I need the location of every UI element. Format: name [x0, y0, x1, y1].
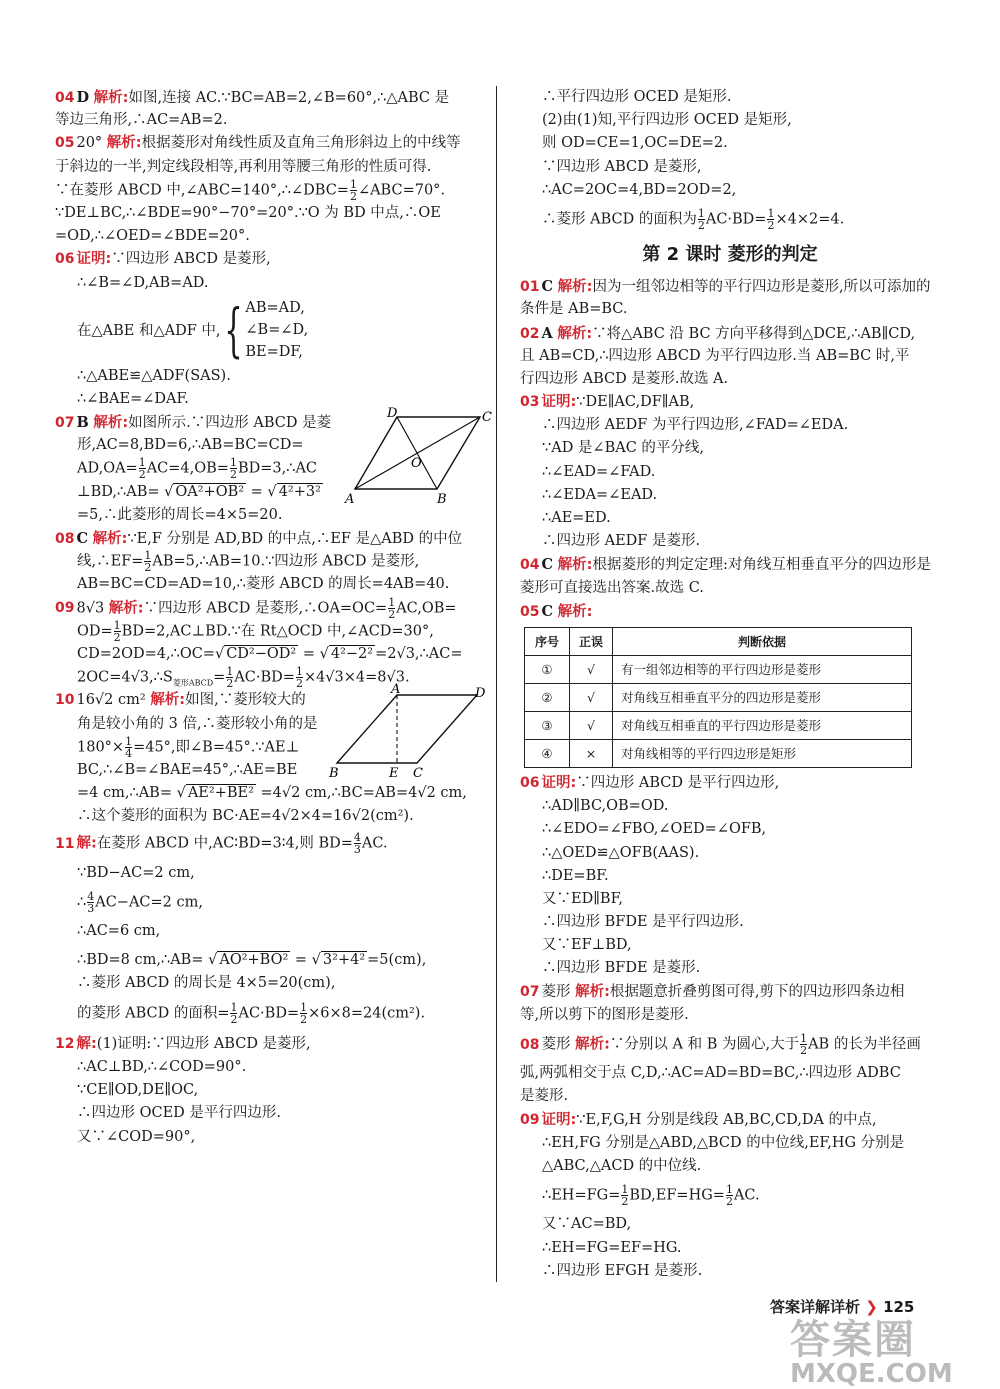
- text-line: ×6×8=24(cm²).: [308, 1005, 426, 1022]
- question-number: 08: [55, 531, 75, 547]
- text-line: BD=2,AC⊥BD.∵在 Rt△OCD 中,∠ACD=30°,: [121, 623, 434, 640]
- text-line: 于斜边的一半,判定线段相等,再利用等腰三角形的性质可得.: [55, 158, 432, 175]
- text-line: ∴四边形 BFDE 是菱形.: [542, 960, 701, 977]
- answer-r07: [520, 981, 940, 1027]
- analysis-label: 解析:: [106, 135, 142, 152]
- answer-04: [55, 86, 487, 132]
- text-line: =5(cm),: [367, 952, 427, 969]
- label-a: A: [345, 492, 355, 508]
- diagonal-bd: [397, 417, 437, 489]
- question-number: 06: [520, 774, 540, 791]
- answer-value: 20°: [76, 135, 103, 152]
- text-line: ∵四边形 ABCD 是菱形,: [542, 158, 702, 175]
- text-line: 根据菱形的判定定理:对角线互相垂直平分的四边形是: [592, 557, 931, 574]
- fraction: $\frac{1}{2}$: [113, 618, 121, 644]
- text-line: =4 cm,∴AB=: [77, 785, 172, 802]
- text-line: AD,OA=: [77, 460, 138, 477]
- fraction: $\frac{1}{2}$: [621, 1183, 629, 1209]
- table-cell: √: [570, 683, 613, 711]
- text-line: 的菱形 ABCD 的面积=: [77, 1005, 230, 1022]
- analysis-label: 解析:: [93, 415, 129, 432]
- system-line: BE=DF,: [245, 343, 303, 360]
- text-line: 是菱形.: [520, 1088, 569, 1105]
- answer-r05: [520, 600, 940, 768]
- question-number: 10: [55, 692, 75, 709]
- text-line: ∴BD=8 cm,∴AB=: [77, 952, 204, 969]
- text-line: ∵DE⊥BC,∴∠BDE=90°−70°=20°.∵O 为 BD 中点,∴OE: [55, 204, 441, 221]
- answer-r01: [520, 275, 940, 321]
- question-number: 09: [55, 600, 75, 617]
- sqrt-expr: 3²+4²: [322, 952, 366, 969]
- equation-system: [55, 295, 487, 365]
- text-line: 条件是 AB=BC.: [520, 301, 628, 318]
- text-line: 且 AB=CD,∴四边形 ABCD 为平行四边形.当 AB=BC 时,平: [520, 347, 910, 364]
- question-number: 07: [55, 415, 75, 432]
- rhombus-diagram-abcd: [345, 406, 492, 508]
- text-line: ⊥BD,∴AB=: [77, 483, 160, 500]
- sqrt-expr: CD²−OD²: [226, 645, 297, 662]
- fraction: $\frac{1}{2}$: [295, 665, 303, 691]
- text-line: ∠ABC=70°.: [357, 182, 446, 199]
- text-line: =OD,∴∠OED=∠BDE=20°.: [55, 228, 250, 245]
- answer-10: 10 16√2 cm² 解析:如图,∵菱形较大的 角是较小角的 3 倍,∴菱形较小角的是 180°× $\frac{1}{4}$ =45°,即∠B=45°.∵AE⊥ BC,∴∠B=∠BAE=45°,∴AE=BE =4 cm,∴AB= √ AE²+BE² =4√2 cm,∴BC=AB=4√2 cm, ∴这个菱形的面积为 BC·AE=4√2×4=16√2(cm²). B A D E C: [55, 689, 487, 828]
- question-number: 12: [55, 1035, 75, 1052]
- analysis-label: 解析:: [92, 531, 128, 547]
- label-o: O: [411, 456, 422, 472]
- answer-12-continued: [520, 86, 940, 231]
- table-row: [525, 655, 912, 683]
- answer-09: 09 8√3 解析:∵四边形 ABCD 是菱形,∴OA=OC= $\frac{1}{2}$ AC,OB= OD= $\frac{1}{2}$ BD=2,AC⊥BD.∵在 Rt△OCD 中,∠ACD=30°, CD=2OD=4,∴OC=√ CD²−OD² = √ 4²−2² =2√3,∴AC= $2OC=4√3,\therefore S_{菱形ABCD}=$ $\frac{1}{2}$ AC·BD= $\frac{1}{2}$ ×4√3×4=8√3.: [55, 595, 463, 691]
- answer-08: [55, 527, 487, 597]
- answer-value: 8√3: [76, 600, 105, 617]
- text-line: ∴四边形 EFGH 是菱形.: [542, 1262, 703, 1279]
- answer-choice: D: [76, 89, 90, 106]
- text-line: ∴四边形 AEDF 为平行四边形,∠FAD=∠EDA.: [542, 417, 849, 434]
- text-line: AC=4,OB=: [146, 460, 229, 477]
- analysis-label: 解析:: [557, 279, 593, 296]
- table-cell: 有一组邻边相等的平行四边形是菱形: [613, 655, 912, 683]
- text-line: ∴平行四边形 OCED 是矩形.: [542, 89, 732, 105]
- text-line: AB=5,∴AB=10.∵四边形 ABCD 是菱形,: [152, 553, 420, 570]
- answer-r03: [520, 391, 940, 553]
- text-line: =2√3,∴AC=: [375, 645, 463, 662]
- question-number: 04: [55, 90, 75, 106]
- text-line: =4√2 cm,∴BC=AB=4√2 cm,: [260, 785, 467, 802]
- answer-value: 菱形: [541, 983, 571, 1000]
- text-line: ×4√3×4=8√3.: [303, 669, 410, 686]
- text-line: 行四边形 ABCD 是菱形.故选 A.: [520, 370, 729, 387]
- table-cell: ②: [525, 683, 570, 711]
- fraction: $\frac{1}{4}$: [125, 734, 133, 760]
- text-line: 如图所示.∵四边形 ABCD 是菱: [128, 415, 332, 432]
- label-b: B: [437, 492, 447, 508]
- text-line: AB 的长为半径画: [808, 1036, 921, 1053]
- fraction: $\frac{1}{2}$: [138, 456, 146, 482]
- fraction: $\frac{1}{2}$: [229, 456, 237, 482]
- text-line: ∵AD 是∠BAC 的平分线,: [542, 440, 705, 457]
- analysis-label: 解析:: [93, 90, 129, 106]
- text-line: =: [213, 669, 226, 686]
- analysis-label: 解析:: [108, 600, 144, 617]
- section-title: 第 2 课时 菱形的判定: [642, 244, 818, 266]
- text-line: ∵四边形 ABCD 是菱形,: [111, 251, 271, 268]
- label-e: E: [389, 766, 399, 782]
- text-line: 等边三角形,∴AC=AB=2.: [55, 112, 228, 129]
- answer-11: 11 解:在菱形 ABCD 中,AC∶BD=3∶4,则 BD= $\frac{4}{3}$ AC. ∵BD−AC=2 cm, ∴ $\frac{4}{3}$ AC−AC=2 cm, ∴AC=6 cm, ∴BD=8 cm,∴AB= √ AO²+BO² = √ 3²+4² =5(cm), ∴菱形 ABCD 的周长是 4×5=20(cm), 的菱形 ABCD 的面积= $\frac{1}{2}$ AC·BD= $\frac{1}{2}$ ×6×8=24(cm²).: [55, 832, 487, 1024]
- table-header-row: [525, 627, 912, 655]
- answer-r08: [520, 1033, 940, 1109]
- text-line: ∴AC=2OC=4,BD=2OD=2,: [542, 181, 737, 198]
- text-line: ∴AC=6 cm,: [77, 923, 161, 939]
- analysis-label: 解析:: [575, 983, 610, 1000]
- text-line: ∴这个菱形的面积为 BC·AE=4√2×4=16√2(cm²).: [77, 808, 414, 825]
- text-line: 因为一组邻边相等的平行四边形是菱形,所以可添加的: [592, 279, 931, 296]
- text-line: ∵在菱形 ABCD 中,∠ABC=140°,∴∠DBC=: [55, 182, 349, 199]
- text-line: ×4×2=4.: [775, 211, 845, 228]
- text-line: ∴四边形 BFDE 是平行四边形.: [542, 914, 744, 931]
- text-line: △ABC,△ACD 的中位线.: [542, 1157, 702, 1174]
- text-line: 等,所以剪下的图形是菱形.: [520, 1006, 689, 1023]
- sqrt-expr: OA²+OB²: [175, 483, 245, 500]
- label-c: C: [482, 410, 492, 426]
- left-column: [55, 86, 492, 1149]
- question-number: 11: [55, 835, 75, 852]
- table-cell: 对角线相等的平行四边形是矩形: [613, 739, 912, 767]
- question-number: 06: [55, 251, 75, 268]
- text-line: ∴∠EDO=∠FBO,∠OED=∠OFB,: [542, 821, 767, 838]
- column-header: 判断依据: [613, 627, 912, 655]
- answer-choice: A: [541, 324, 553, 342]
- fraction: $\frac{1}{2}$: [725, 1183, 733, 1209]
- fraction: $\frac{1}{2}$: [767, 206, 775, 232]
- text-line: ∴△OED≌△OFB(AAS).: [542, 844, 700, 861]
- watermark: [790, 1308, 953, 1389]
- text-line: 线,∴EF=: [77, 553, 144, 570]
- text-line: 如图,∵菱形较大的: [185, 692, 306, 709]
- question-number: 04: [520, 557, 540, 574]
- text-line: 根据菱形对角线性质及直角三角形斜边上的中线等: [141, 135, 461, 152]
- text-line: ∵BD−AC=2 cm,: [77, 864, 195, 881]
- text-line: BD,EF=HG=: [629, 1187, 725, 1204]
- table-cell: ×: [570, 739, 613, 767]
- text-line: ∵CE∥OD,DE∥OC,: [77, 1082, 199, 1099]
- label-d: D: [387, 406, 398, 422]
- answer-value: 16√2 cm²: [76, 692, 146, 709]
- analysis-label: 解析:: [557, 557, 593, 574]
- proof-label: 证明:: [541, 774, 577, 791]
- answer-r06: [520, 772, 940, 981]
- column-header: 序号: [525, 627, 570, 655]
- fraction: $\frac{4}{3}$: [87, 889, 95, 915]
- fraction: $\frac{1}{2}$: [144, 549, 152, 575]
- label-a: A: [391, 682, 401, 698]
- text-line: AB=BC=CD=AD=10,∴菱形 ABCD 的周长=4AB=40.: [77, 576, 450, 593]
- text-line: AC−AC=2 cm,: [95, 894, 203, 911]
- text-line: 又∵AC=BD,: [542, 1216, 632, 1233]
- question-number: 01: [520, 279, 540, 296]
- text-line: 又∵EF⊥BD,: [542, 937, 632, 954]
- text-line: ∴菱形 ABCD 的周长是 4×5=20(cm),: [77, 975, 336, 992]
- fraction: $\frac{1}{2}$: [697, 206, 705, 232]
- answer-choice: C: [541, 278, 554, 296]
- text-line: ∴AC⊥BD,∴∠COD=90°.: [77, 1058, 247, 1075]
- answer-choice: C: [541, 556, 554, 574]
- question-number: 05: [55, 135, 75, 152]
- text-line: ∴DE=BF.: [542, 867, 609, 884]
- text-line: (2)由(1)知,平行四边形 OCED 是矩形,: [542, 112, 792, 129]
- fraction: $\frac{4}{3}$: [353, 831, 361, 857]
- answer-choice: C: [76, 530, 89, 547]
- table-cell: √: [570, 711, 613, 739]
- fraction: $\frac{1}{2}$: [300, 1000, 308, 1026]
- label-d: D: [475, 686, 486, 702]
- rhombus-outline: [337, 695, 477, 763]
- analysis-label: 解析:: [150, 692, 186, 709]
- answer-choice: B: [76, 414, 89, 432]
- subscript: 菱形ABCD: [172, 678, 214, 688]
- text-line: OD=: [77, 623, 113, 640]
- text-line: =5,∴此菱形的周长=4×5=20.: [77, 506, 283, 523]
- proof-label: 证明:: [76, 251, 112, 268]
- text-line: ∵DE∥AC,DF∥AB,: [576, 394, 695, 411]
- arrow-icon: ❯: [865, 1298, 878, 1316]
- text-line: =: [302, 645, 315, 662]
- answer-05: [55, 132, 487, 248]
- system-line: AB=AD,: [245, 299, 305, 316]
- question-number: 07: [520, 983, 540, 1000]
- table-row: [525, 739, 912, 767]
- text-line: AC.: [733, 1187, 760, 1204]
- text-line: (1)证明:∵四边形 ABCD 是菱形,: [96, 1035, 311, 1052]
- judgment-table: [524, 627, 912, 768]
- table-cell: ④: [525, 739, 570, 767]
- text-line: ∴∠BAE=∠DAF.: [77, 390, 189, 407]
- column-header: 正误: [570, 627, 613, 655]
- text-line: ∴AE=ED.: [542, 510, 611, 526]
- answer-value: 菱形: [541, 1036, 571, 1053]
- answer-12: [55, 1033, 487, 1149]
- text-line: ∵E,F 分别是 AD,BD 的中点,∴EF 是△ABD 的中位: [127, 531, 463, 547]
- sqrt-expr: AE²+BE²: [187, 785, 254, 802]
- text-line: ∴四边形 OCED 是平行四边形.: [77, 1105, 282, 1122]
- proof-label: 证明:: [541, 1111, 577, 1128]
- watermark-logo-text: 答案圈: [790, 1317, 916, 1363]
- text-line: 形,AC=8,BD=6,∴AB=BC=CD=: [77, 437, 304, 454]
- text-line: ∵四边形 ABCD 是菱形,∴OA=OC=: [143, 600, 388, 617]
- text-line: AC·BD=: [238, 1005, 300, 1022]
- text-line: 2OC=4√3,∴S: [77, 669, 173, 686]
- text-line: ∴AD∥BC,OB=OD.: [542, 798, 669, 815]
- text-line: AC·BD=: [705, 211, 767, 228]
- analysis-label: 解析:: [575, 1036, 610, 1053]
- table-cell: 对角线互相垂直平分的四边形是菱形: [613, 683, 912, 711]
- text-line: ∴EH=FG=: [542, 1187, 621, 1204]
- text-line: ∵将△ABC 沿 BC 方向平移得到△DCE,∴AB∥CD,: [592, 325, 916, 342]
- fraction: $\frac{1}{2}$: [349, 177, 357, 203]
- right-column: [520, 86, 940, 1283]
- table-cell: √: [570, 655, 613, 683]
- text-line: ∵四边形 ABCD 是平行四边形,: [576, 774, 780, 791]
- text-line: =45°,即∠B=45°.∵AE⊥: [133, 739, 300, 756]
- answer-choice: C: [541, 602, 554, 620]
- question-number: 03: [520, 394, 540, 411]
- text-line: ∵E,F,G,H 分别是线段 AB,BC,CD,DA 的中点,: [576, 1111, 877, 1128]
- fraction: $\frac{1}{2}$: [230, 1000, 238, 1026]
- analysis-label: 解析:: [557, 603, 593, 620]
- sqrt-expr: 4²+3²: [278, 483, 321, 500]
- footer-label: 答案详解详析: [770, 1298, 861, 1316]
- text-line: ∴∠B=∠D,AB=AD.: [77, 274, 209, 291]
- answer-07: 07 B 解析:如图所示.∵四边形 ABCD 是菱 形,AC=8,BD=6,∴AB=BC=CD= AD,OA= $\frac{1}{2}$ AC=4,OB= $\frac{1}{2}$ BD=3,∴AC ⊥BD,∴AB= √ OA²+OB² = √ 4²+3² =5,∴此菱形的周长=4×5=20. A B C D O: [55, 411, 487, 527]
- sqrt-expr: AO²+BO²: [219, 952, 289, 969]
- column-divider: [496, 86, 497, 1282]
- analysis-label: 解析:: [557, 325, 593, 342]
- text-line: 又∵∠COD=90°,: [77, 1128, 196, 1145]
- rhombus-diagram-abcd-e: [325, 682, 490, 782]
- system-lines: [245, 297, 308, 363]
- text-line: 180°×: [77, 739, 125, 756]
- text-line: 菱形可直接选出答案.故选 C.: [520, 579, 704, 596]
- text-line: AC.: [361, 835, 388, 852]
- table-cell: ③: [525, 711, 570, 739]
- answer-r04: [520, 553, 940, 599]
- question-number: 05: [520, 603, 540, 620]
- text-line: 根据题意折叠剪图可得,剪下的四边形四条边相: [609, 983, 905, 1000]
- fraction: $\frac{1}{2}$: [388, 595, 396, 621]
- fraction: $\frac{1}{2}$: [800, 1032, 808, 1057]
- text-line: ∴EH=FG=EF=HG.: [542, 1239, 682, 1256]
- solution-label: 解:: [76, 1035, 97, 1052]
- text-line: 则 OD=CE=1,OC=DE=2.: [542, 135, 728, 152]
- text-line: ∴EH,FG 分别是△ABD,△BCD 的中位线,EF,HG 分别是: [542, 1134, 905, 1151]
- answer-r09: [520, 1109, 940, 1283]
- text-line: CD=2OD=4,∴OC=: [77, 645, 215, 662]
- text-line: ∴四边形 AEDF 是菱形.: [542, 533, 701, 550]
- text-line: 又∵ED∥BF,: [542, 890, 623, 907]
- label-c: C: [413, 766, 423, 782]
- text-line: 如图,连接 AC.∵BC=AB=2,∠B=60°,∴△ABC 是: [128, 90, 450, 106]
- page-number: 125: [883, 1298, 915, 1316]
- text-line: =: [250, 483, 263, 500]
- question-number: 08: [520, 1036, 540, 1053]
- fraction: $\frac{1}{2}$: [226, 665, 234, 691]
- text-line: AC·BD=: [234, 669, 295, 686]
- table-row: [525, 683, 912, 711]
- proof-label: 证明:: [541, 394, 577, 411]
- text-line: 角是较小角的 3 倍,∴菱形较小角的是: [77, 715, 318, 732]
- text-line: ∴∠EAD=∠FAD.: [542, 463, 656, 480]
- text-line: 弧,两弧相交于点 C,D,∴AC=AD=BD=BC,∴四边形 ADBC: [520, 1065, 901, 1082]
- text-line: ∴菱形 ABCD 的面积为: [542, 211, 697, 228]
- text-line: BD=3,∴AC: [237, 460, 318, 477]
- solution-label: 解:: [76, 835, 97, 852]
- sqrt-expr: 4²−2²: [330, 645, 374, 662]
- label-b: B: [329, 766, 339, 782]
- answer-06: [55, 248, 487, 411]
- answer-r02: [520, 322, 940, 392]
- text-line: 在△ABE 和△ADF 中,: [77, 323, 221, 340]
- brace: {: [223, 295, 243, 364]
- question-number: 09: [520, 1111, 540, 1128]
- text-line: 在菱形 ABCD 中,AC∶BD=3∶4,则 BD=: [96, 835, 353, 852]
- text-line: BC,∴∠B=∠BAE=45°,∴AE=BE: [77, 761, 298, 778]
- table-row: [525, 711, 912, 739]
- text-line: AC,OB=: [396, 600, 457, 617]
- table-cell: 对角线互相垂直的平行四边形是菱形: [613, 711, 912, 739]
- question-number: 02: [520, 325, 540, 342]
- system-line: ∠B=∠D,: [245, 321, 309, 338]
- text-line: ∴∠EDA=∠EAD.: [542, 486, 658, 503]
- text-line: ∴△ABE≌△ADF(SAS).: [77, 367, 231, 384]
- text-line: =: [294, 952, 308, 969]
- watermark-url: MXQE.COM: [790, 1359, 953, 1389]
- text-line: ∵分别以 A 和 B 为圆心,大于: [609, 1036, 800, 1053]
- table-cell: ①: [525, 655, 570, 683]
